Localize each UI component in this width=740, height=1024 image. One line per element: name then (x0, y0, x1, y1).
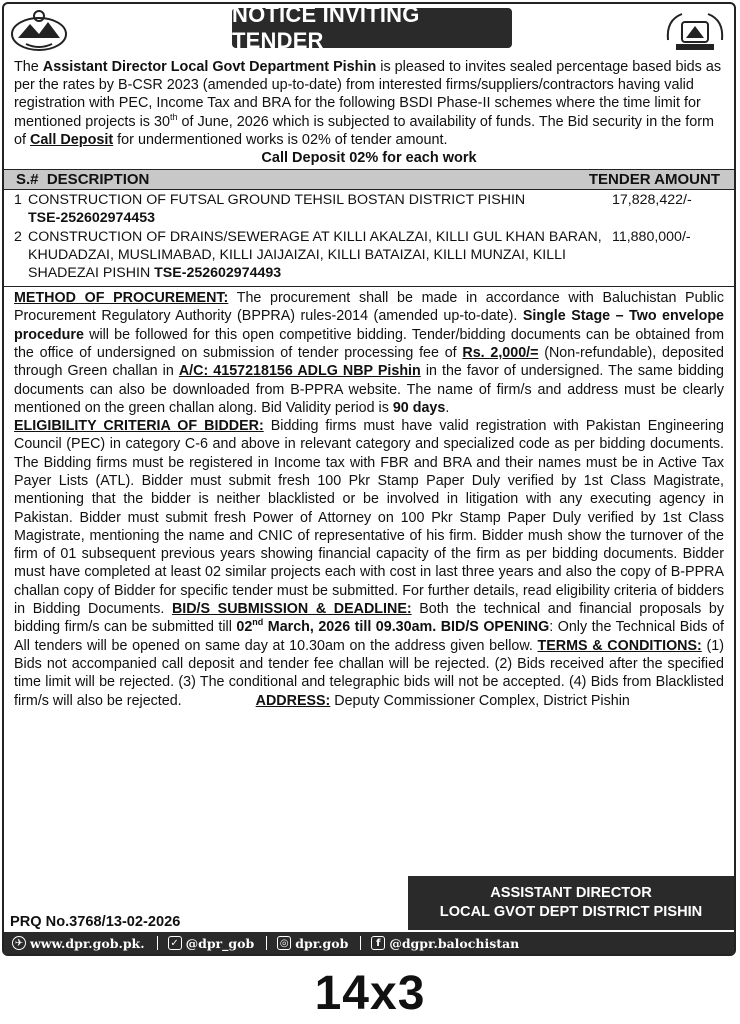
prq-number: PRQ No.3768/13-02-2026 (10, 914, 181, 930)
table-row: 2 CONSTRUCTION OF DRAINS/SEWERAGE AT KILLI AKALZAI, KILLI GUL KHAN BARAN, KHUDADZAI, MUSLIMABAD, KILLI JAIJAIZAI, KILLI BATAIZAI, KILLI MUNZAI, KILLI SHADEZAI PISHIN TSE-252602974493 11,880,000/- (14, 229, 691, 282)
notice-body: METHOD OF PROCUREMENT: The procurement shall be made in accordance with Baluchistan Public Procurement Regulatory Authority (BPPRA) rules-2014 (amended up-to-date). Single Stage – Two envelope procedure will be followed for this open competitive bidding. Tender/bidding documents can be obtained from the office of undersigned on submission of tender processing fee of Rs. 2,000/= (Non-refundable), deposited through Green challan in A/C: 4157218156 ADLG NBP Pishin in the favor of undersigned. The same bidding documents can also be downloaded from B-PPRA website. The name of firm/s and address must be clearly mentioned on the green challan along. Bid Validity period is 90 days. ELIGIBILITY CRITERIA OF BIDDER: Bidding firms must have valid registration with Pakistan Engineering Council (PEC) in category C-6 and above in relevant category and specialized code as per bidding documents. The Bidding firms must be registered in Income tax with FBR and BRA and their names must be in Active Tax Payer Lists (ATL). Bidder must submit fresh 100 Pkr Stamp Paper Duly verified by 1st Class Magistrate, mentioning that the bidder is neither blacklisted or be involved in litigation with any executing agency in Pakistan. Bidder must submit fresh Power of Attorney on 100 Pkr Stamp Paper Duly verified by 1st Class Magistrate, mentioning the name and CNIC of representative of his firm. Bidder mush show the turnover of the firm of 01 subsequent previous years showing financial capacity of the firm as per bidding documents. Bidder must have completed at least 02 similar projects each with cost in last three years and also the copy of B-PPRA challan copy of Bidder for specific tender must be submitted. For further details, read eligibility criteria of bidders in Bidding Documents. BID/S SUBMISSION & DEADLINE: Both the technical and financial proposals by bidding firm/s can be submitted till 02nd March, 2026 till 09.30am. BID/S OPENING: Only the Technical Bids of All tenders will be opened on same day at 10.30am on the address given bellow. TERMS & CONDITIONS: (1) Bids not accompanied call deposit and tender fee challan will be rejected. (2) Bids received after the specified time limit will be rejected. (3) The conditional and telegraphic bids will not be accepted. (4) Bids from Blacklisted firm/s will also be rejected. ADDRESS: Deputy Commissioner Complex, District Pishin (14, 290, 725, 709)
divider (360, 936, 361, 950)
column-tender-amount: TENDER AMOUNT (588, 171, 720, 189)
page-title: NOTICE INVITING TENDER (232, 8, 512, 48)
globe-icon: ✈ (12, 936, 26, 950)
footer-bar (4, 932, 734, 954)
signature-block (408, 876, 734, 930)
twitter-link[interactable]: ✓ @dpr_gob (168, 936, 255, 951)
balochistan-logo-icon (10, 8, 68, 52)
divider (266, 936, 267, 950)
signature-department: LOCAL GVOT DEPT DISTRICT PISHIN (439, 904, 703, 920)
header (4, 4, 734, 56)
instagram-icon: ◎ (277, 936, 291, 950)
divider (4, 286, 734, 287)
intro-paragraph: The Assistant Director Local Govt Department Pishin is pleased to invites sealed percentage based bids as per the rates by B-CSR 2023 (amended up-to-date) from interested firms/suppliers/contractors having valid registration with PEC, Income Tax and BRA for the following BSDI Phase-II schemes where the time limit for mentioned projects is 30th of June, 2026 which is subjected to availability of funds. The Bid security in the form of Call Deposit for undermentioned works is 02% of tender amount. (14, 59, 722, 148)
facebook-link[interactable]: f @dgpr.balochistan (371, 936, 519, 951)
call-deposit-title: Call Deposit 02% for each work (261, 150, 477, 167)
ad-size-label: 14x3 (314, 967, 426, 1020)
notice-frame (2, 2, 736, 956)
signature-title: ASSISTANT DIRECTOR (490, 885, 652, 901)
instagram-link[interactable]: ◎ dpr.gob (277, 936, 348, 951)
facebook-icon: f (371, 936, 385, 950)
table-header (4, 169, 734, 190)
divider (157, 936, 158, 950)
government-emblem-icon (662, 10, 728, 54)
website-link[interactable]: ✈ www.dpr.gob.pk. (12, 936, 145, 951)
table-row: 1 CONSTRUCTION OF FUTSAL GROUND TEHSIL BOSTAN DISTRICT PISHIN TSE-252602974453 17,828,422/- (14, 192, 692, 227)
column-description: S.# DESCRIPTION (16, 171, 150, 189)
twitter-icon: ✓ (168, 936, 182, 950)
